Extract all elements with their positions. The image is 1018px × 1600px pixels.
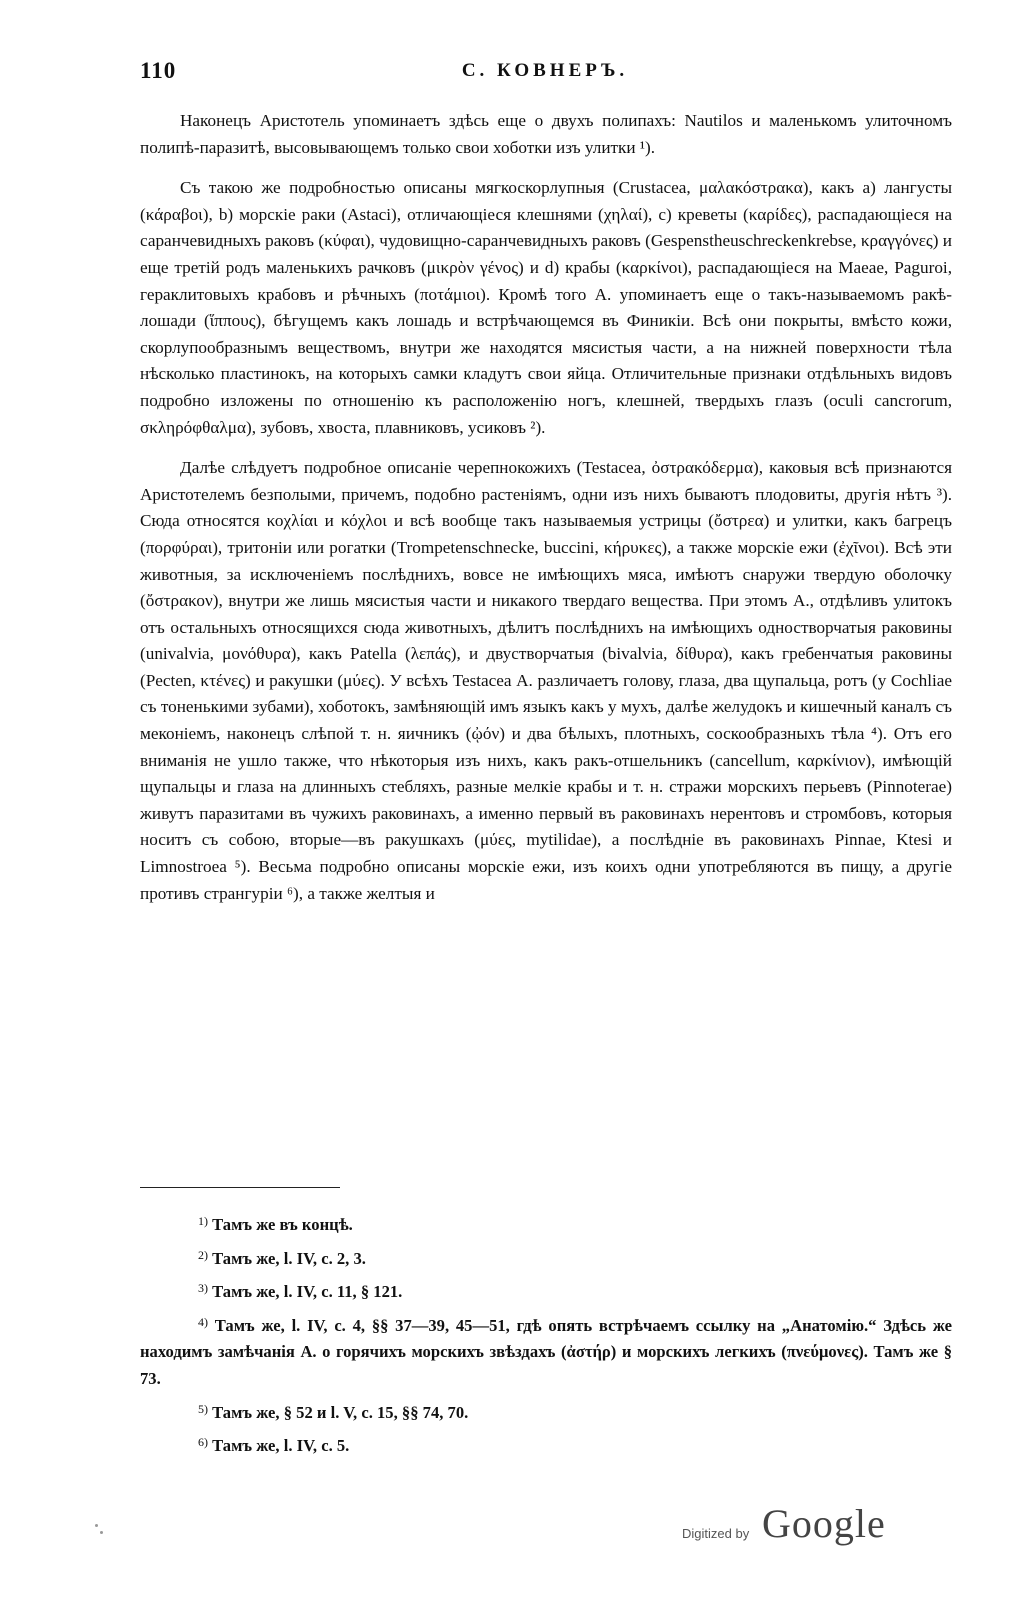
footnote-text: Тамъ же, l. IV, c. 2, 3. (212, 1248, 366, 1268)
footnote-mark: 2) (198, 1247, 208, 1262)
footnote-text: Тамъ же въ концѣ. (212, 1215, 353, 1234)
footnote-1 (140, 1208, 952, 1239)
footnote-text: Тамъ же, l. IV, c. 4, §§ 37—39, 45—51, гдѣ опять встрѣчаемъ ссылку на „Анатомію.“ Здѣсь же находимъ замѣчанія А. о горячихъ морскихъ звѣздахъ (ἀστήρ) и морскихъ легкихъ (πνεύμονες). Тамъ же § 73. (140, 1315, 952, 1388)
footnote-6 (140, 1429, 952, 1460)
footnote-text: Тамъ же, § 52 и l. V, c. 15, §§ 74, 70. (212, 1402, 469, 1422)
footnote-mark: 4) (198, 1314, 208, 1329)
footnote-3 (140, 1275, 952, 1306)
body-text (140, 108, 952, 907)
footnote-mark: 6) (198, 1435, 208, 1450)
footnote-5 (140, 1396, 952, 1427)
footnote-2 (140, 1242, 952, 1273)
footnote-mark: 1) (198, 1214, 208, 1228)
footnote-text: Тамъ же, l. IV, c. 11, § 121. (212, 1282, 403, 1302)
footnote-mark: 5) (198, 1401, 208, 1416)
page-header (140, 58, 950, 90)
google-logo: Google (762, 1501, 886, 1546)
footnotes (140, 1208, 952, 1463)
footnote-4 (140, 1309, 952, 1393)
footnote-separator (140, 1187, 340, 1188)
footnote-text: Тамъ же, l. IV, c. 5. (212, 1436, 350, 1456)
digitization-watermark (682, 1500, 892, 1550)
scan-speck (95, 1524, 98, 1527)
paragraph-1: Наконецъ Аристотель упоминаетъ здѣсь еще о двухъ полипахъ: Nautilos и маленькомъ улиточномъ полипѣ-паразитѣ, высовывающемъ только свои хоботки изъ улитки ¹). (140, 111, 952, 157)
running-head: С. КОВНЕРЪ. (461, 60, 629, 81)
page-number: 110 (140, 58, 177, 83)
paragraph-3: Далѣе слѣдуетъ подробное описаніе черепнокожихъ (Testacea, ὀστρακόδερμα), каковыя всѣ признаются Аристотелемъ безполыми, причемъ, подобно растеніямъ, одни изъ нихъ бываютъ плодовиты, другія нѣтъ ³). Сюда относятся κοχλίαι и κόχλοι и всѣ вообще такъ называемыя устрицы (ὄστρεα) и улитки, какъ багрецъ (πορφύραι), тритоніи или рогатки (Trompetenschnecke, buccini, κήρυκες), а также морскіе ежи (ἐχῖνοι). Всѣ эти животныя, за исключеніемъ послѣднихъ, вовсе не имѣющихъ мяса, имѣютъ снаружи твердую оболочку (ὄστρακον), внутри же лишь мясистыя части и никакого твердаго вещества. При этомъ А., отдѣливъ улитокъ отъ остальныхъ относящихся сюда животныхъ, дѣлитъ послѣднихъ на имѣющихъ одностворчатыя раковины (univalvia, μονόθυρα), какъ Patella (λεπάς), и двустворчатыя (bivalvia, δίθυρα), какъ гребенчатыя раковины (Pecten, κτένες) и ракушки (μύες). У всѣхъ Testacea А. различаетъ голову, глаза, два щупальца, ротъ (у Cochliae съ тоненькими зубами), хоботокъ, замѣняющій имъ языкъ какъ у мухъ, далѣе желудокъ и кишечный каналъ съ меконіемъ, наконецъ слѣпой т. н. яичникъ (ᾠόν) и два бѣлыхъ, плотныхъ, соскообразныхъ тѣла ⁴). Отъ его вниманія не ушло также, что нѣкоторыя изъ нихъ, какъ ракъ-отшельникъ (cancellum, καρκίνιον), имѣющій щупальцы и глаза на длинныхъ стебляхъ, разные мелкіе крабы и т. н. стражи морскихъ перьевъ (Pinnoterae) живутъ паразитами въ чужихъ раковинахъ, а именно первый въ раковинахъ нерентовъ и стромбовъ, которыя носитъ съ собою, вторые—въ ракушкахъ (μύες, mytilidae), а послѣдніе въ раковинахъ Pinnae, Ktesi и Limnostroea ⁵). Весьма подробно описаны морскіе ежи, изъ коихъ одни употребляются въ пищу, а другіе противъ странгуріи ⁶), а также желтыя и (140, 458, 952, 903)
footnote-mark: 3) (198, 1281, 208, 1296)
scan-speck (100, 1531, 103, 1534)
watermark-prefix: Digitized by (682, 1526, 750, 1541)
paragraph-2: Съ такою же подробностью описаны мягкоскорлупныя (Crustacea, μαλακόστρακα), какъ a) лангусты (κάραβοι), b) морскіе раки (Astaci), отличающіеся клешнями (χηλαί), c) креветы (καρίδες), распадающіеся на саранчевидныхъ раковъ (κύφαι), чудовищно-саранчевидныхъ раковъ (Gespenstheuschreckenkrebse, κραγγόνες) и еще третій родъ маленькихъ рачковъ (μικρὸν γένος) и d) крабы (καρκίνοι), распадающіеся на Maeae, Paguroi, гераклитовыхъ крабовъ и рѣчныхъ (ποτάμιοι). Кромѣ того А. упоминаетъ еще о такъ-называемомъ ракѣ-лошади (ἵππους), бѣгущемъ какъ лошадь и встрѣчающемся въ Финикіи. Всѣ они покрыты, вмѣсто кожи, скорлупообразнымъ веществомъ, внутри же находятся мясистыя части, а на нижней поверхности тѣла нѣсколько пластинокъ, на которыхъ самки кладутъ свои яйца. Отличительные признаки отдѣльныхъ видовъ подробно изложены по отношенію къ расположенію ногъ, клешней, твердыхъ глазъ (oculi cancrorum, σκληρόφθαλμα), зубовъ, хвоста, плавниковъ, усиковъ ²). (140, 178, 952, 437)
